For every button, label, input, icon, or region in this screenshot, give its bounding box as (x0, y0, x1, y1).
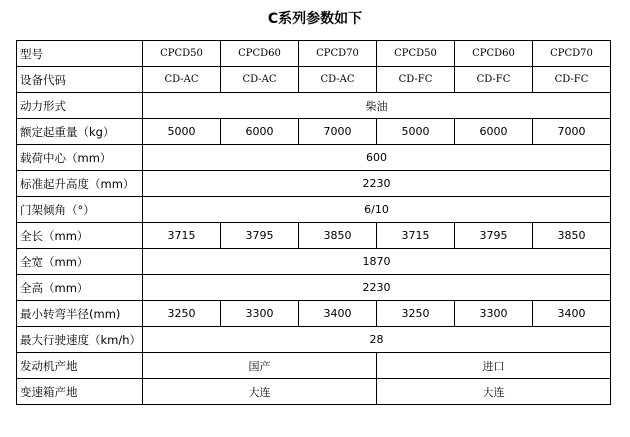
cell-overall-length: 3795 (455, 223, 533, 249)
cell-model: CPCD70 (299, 41, 377, 67)
row-overall-length (17, 223, 611, 249)
cell-turning-radius: 3400 (299, 301, 377, 327)
row-overall-width (17, 249, 611, 275)
cell-max-speed: 28 (143, 327, 611, 353)
cell-rated-capacity: 6000 (221, 119, 299, 145)
cell-overall-length: 3795 (221, 223, 299, 249)
cell-gearbox-origin: 大连 (377, 379, 611, 405)
row-label: 最大行驶速度（km/h） (17, 327, 143, 353)
cell-overall-height: 2230 (143, 275, 611, 301)
row-engine-origin (17, 353, 611, 379)
cell-overall-length: 3850 (299, 223, 377, 249)
cell-model: CPCD70 (533, 41, 611, 67)
cell-rated-capacity: 7000 (299, 119, 377, 145)
row-rated-capacity (17, 119, 611, 145)
cell-equipment-code: CD-FC (455, 67, 533, 93)
cell-overall-length: 3850 (533, 223, 611, 249)
spec-table (16, 40, 611, 405)
row-label: 载荷中心（mm） (17, 145, 143, 171)
cell-model: CPCD60 (455, 41, 533, 67)
cell-power-type: 柴油 (143, 93, 611, 119)
cell-turning-radius: 3250 (377, 301, 455, 327)
cell-model: CPCD60 (221, 41, 299, 67)
cell-mast-tilt: 6/10 (143, 197, 611, 223)
cell-equipment-code: CD-AC (299, 67, 377, 93)
cell-model: CPCD50 (143, 41, 221, 67)
row-equipment-code (17, 67, 611, 93)
cell-lift-height: 2230 (143, 171, 611, 197)
row-label: 变速箱产地 (17, 379, 143, 405)
row-gearbox-origin (17, 379, 611, 405)
cell-equipment-code: CD-AC (143, 67, 221, 93)
row-label: 额定起重量（kg） (17, 119, 143, 145)
row-overall-height (17, 275, 611, 301)
page-title: C系列参数如下 (267, 11, 363, 27)
cell-turning-radius: 3400 (533, 301, 611, 327)
cell-turning-radius: 3300 (221, 301, 299, 327)
row-label: 设备代码 (17, 67, 143, 93)
cell-equipment-code: CD-AC (221, 67, 299, 93)
cell-rated-capacity: 7000 (533, 119, 611, 145)
row-model (17, 41, 611, 67)
row-load-center (17, 145, 611, 171)
cell-overall-length: 3715 (377, 223, 455, 249)
row-label: 全长（mm） (17, 223, 143, 249)
cell-overall-length: 3715 (143, 223, 221, 249)
row-label: 门架倾角（°） (17, 197, 143, 223)
row-label: 发动机产地 (17, 353, 143, 379)
cell-equipment-code: CD-FC (533, 67, 611, 93)
row-mast-tilt (17, 197, 611, 223)
cell-turning-radius: 3250 (143, 301, 221, 327)
row-turning-radius (17, 301, 611, 327)
cell-equipment-code: CD-FC (377, 67, 455, 93)
row-label: 全宽（mm） (17, 249, 143, 275)
row-label: 型号 (17, 41, 143, 67)
row-max-speed (17, 327, 611, 353)
cell-rated-capacity: 5000 (377, 119, 455, 145)
cell-load-center: 600 (143, 145, 611, 171)
cell-rated-capacity: 5000 (143, 119, 221, 145)
row-label: 标准起升高度（mm） (17, 171, 143, 197)
cell-engine-origin: 国产 (143, 353, 377, 379)
cell-overall-width: 1870 (143, 249, 611, 275)
row-label: 动力形式 (17, 93, 143, 119)
cell-model: CPCD50 (377, 41, 455, 67)
row-label: 最小转弯半径(mm) (17, 301, 143, 327)
cell-engine-origin: 进口 (377, 353, 611, 379)
row-lift-height (17, 171, 611, 197)
cell-gearbox-origin: 大连 (143, 379, 377, 405)
cell-turning-radius: 3300 (455, 301, 533, 327)
row-power-type (17, 93, 611, 119)
row-label: 全高（mm） (17, 275, 143, 301)
cell-rated-capacity: 6000 (455, 119, 533, 145)
